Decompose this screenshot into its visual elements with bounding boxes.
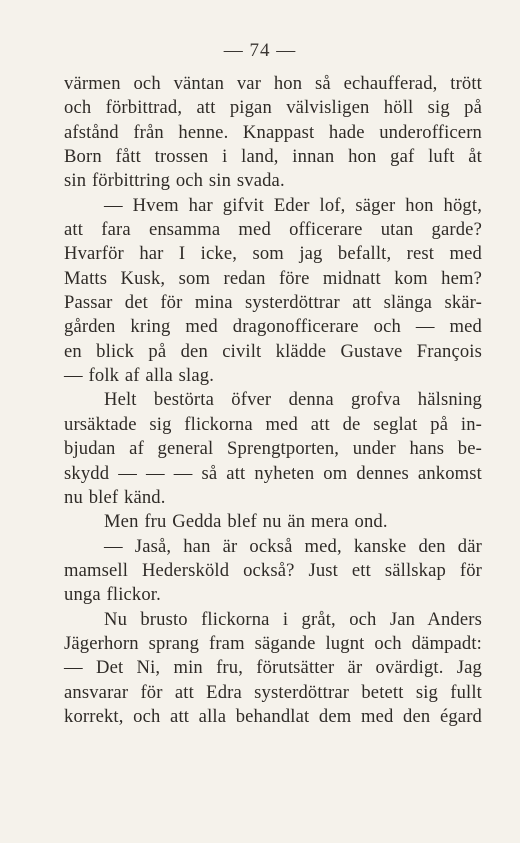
text-line: Hvarför har I icke, som jag befallt, rest med xyxy=(64,243,482,265)
text-line: unga flickor. xyxy=(64,584,161,606)
text-line: ansvarar för att Edra systerdöttrar betett sig fullt xyxy=(64,681,482,703)
text-line: och förbittrad, att pigan välvisligen höll sig på xyxy=(64,97,482,119)
text-line: Jägerhorn sprang fram sägande lugnt och dämpadt: xyxy=(64,632,482,654)
text-line: Born fått trossen i land, innan hon gaf luft åt xyxy=(64,146,482,168)
text-line: Matts Kusk, som redan före midnatt kom hem? xyxy=(64,267,482,289)
text-line: gården kring med dragonofficerare och — med xyxy=(64,316,482,338)
text-line: afstånd från henne. Knappast hade underofficern xyxy=(64,121,482,143)
text-line: skydd — — — så att nyheten om dennes ankomst xyxy=(64,462,482,484)
text-line: att fara ensamma med officerare utan garde? xyxy=(64,219,482,241)
text-line: — Det Ni, min fru, förutsätter är ovärdigt. Jag xyxy=(64,657,482,679)
text-line: bjudan af general Sprengtporten, under hans be- xyxy=(64,438,482,460)
text-line: korrekt, och att alla behandlat dem med den égard xyxy=(64,705,482,727)
text-line: mamsell Hedersköld också? Just ett sällskap för xyxy=(64,559,482,581)
text-line: sin förbittring och sin svada. xyxy=(64,170,285,192)
page-number: — 74 — xyxy=(223,40,297,61)
text-line: Men fru Gedda blef nu än mera ond. xyxy=(104,511,388,533)
text-line: värmen och väntan var hon så echaufferad, trött xyxy=(64,73,482,94)
text-line: — Hvem har gifvit Eder lof, säger hon högt, xyxy=(104,194,482,216)
text-line: Helt bestörta öfver denna grofva hälsning xyxy=(104,389,482,411)
text-line: — Jaså, han är också med, kanske den där xyxy=(104,535,482,557)
text-line: Passar det för mina systerdöttrar att slänga skär- xyxy=(64,292,482,314)
text-line: en blick på den civilt klädde Gustave François xyxy=(64,340,482,362)
text-line: nu blef känd. xyxy=(64,486,166,508)
text-line: ursäktade sig flickorna med att de seglat på in- xyxy=(64,413,482,435)
body-text xyxy=(64,72,482,729)
text-line: Nu brusto flickorna i gråt, och Jan Anders xyxy=(104,608,482,630)
text-line: — folk af alla slag. xyxy=(64,365,215,387)
